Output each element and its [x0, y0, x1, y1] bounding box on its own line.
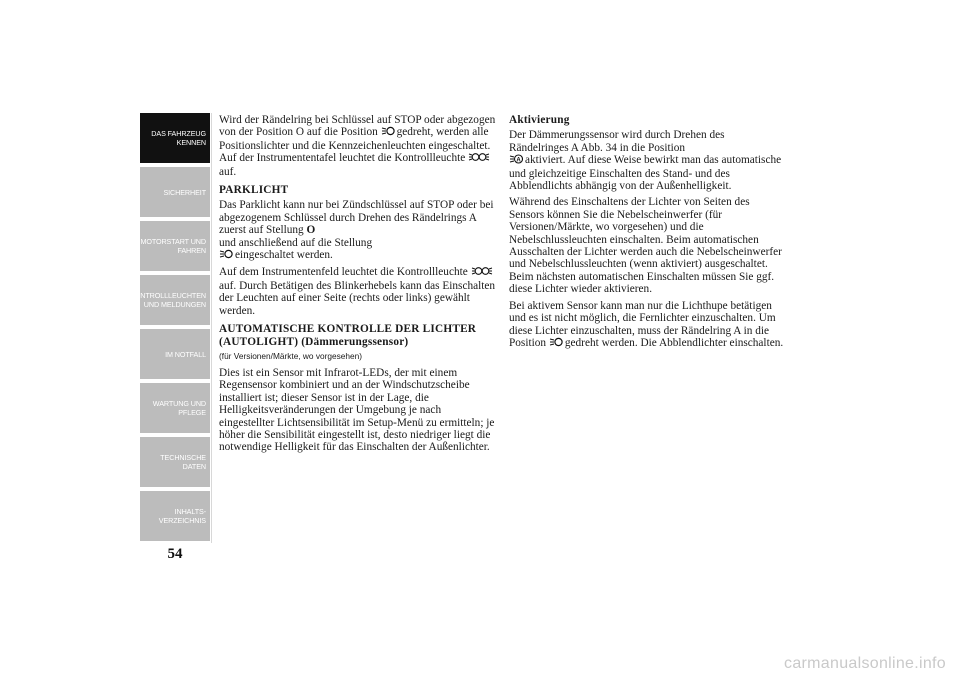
paragraph-lichthupe [509, 300, 784, 351]
svg-text:A: A [516, 157, 521, 164]
tab-im-notfall[interactable]: IM NOTFALL [140, 329, 210, 379]
parking-light-icon [468, 152, 490, 165]
heading-parklicht: PARKLICHT [219, 184, 289, 197]
paragraph-text: gedreht werden. Die Abblendlichter einschalten. [564, 336, 784, 349]
tab-inhaltsverzeichnis[interactable]: INHALTS- VERZEICHNIS [140, 491, 210, 541]
paragraph-text: auf. [219, 165, 237, 178]
paragraph-text: Bei aktivem Sensor kann man nur die Lichthupe betätigen und es ist nicht möglich, die Fernlichter einzuschalten. Um diese Lichter einzuschalten, muss der Rändelring A in die Position [509, 299, 776, 349]
paragraph-text: eingeschaltet werden. [235, 249, 333, 262]
tab-technische-daten[interactable]: TECHNISCHE DATEN [140, 437, 210, 487]
parking-light-icon [471, 266, 493, 279]
sidebar-divider [211, 113, 212, 543]
paragraph-parklicht [219, 199, 497, 262]
paragraph-position-lights [219, 114, 497, 178]
text-column-right [509, 114, 784, 354]
position-light-icon [381, 126, 395, 139]
page-number: 54 [167, 546, 183, 562]
chapter-sidebar [130, 113, 210, 545]
tab-wartung-und-pflege[interactable]: WARTUNG UND PFLEGE [140, 383, 210, 433]
paragraph-sensor: Dies ist ein Sensor mit Infrarot-LEDs, der mit einem Regensensor kombiniert und an der Windschutzscheibe installiert ist; dieser Sensor ist in der Lage, die Helligkeitsveränderungen der Umgebung je nach eingestellter Lichtsensibilität im Setup-Menü zu ermitteln; je höher die Sensibilität eingestellt ist, desto niedriger liegt die notwendige Helligkeit für das Einschalten der Außenlichter. [219, 366, 495, 454]
paragraph-kontrollleuchte [219, 266, 497, 317]
auto-light-icon [509, 154, 523, 167]
text-column-left [219, 114, 497, 458]
low-beam-icon [549, 337, 563, 350]
watermark: carmanualsonline.info [784, 655, 946, 672]
paragraph-text: Auf dem Instrumentenfeld leuchtet die Kontrollleuchte [219, 266, 468, 279]
tab-motorstart-und-fahren[interactable]: MOTORSTART UND FAHREN [140, 221, 210, 271]
paragraph-text: gedreht, werden alle Positionslichter und die Kennzeichenleuchten eingeschaltet. Auf der Instrumententafel leuchtet die Kontrollleuchte [219, 126, 491, 165]
paragraph-text: aktiviert. Auf diese Weise bewirkt man das automatische und gleichzeitige Einschalten des Stand- und des Abblendlichts abhängig von der Außenhelligkeit. [509, 154, 782, 193]
position-light-icon [219, 249, 233, 262]
tab-kontrollleuchten[interactable]: KONTROLLLEUCHTEN UND MELDUNGEN [140, 275, 210, 325]
position-o-label: O [306, 224, 316, 237]
tab-sicherheit[interactable]: SICHERHEIT [140, 167, 210, 217]
paragraph-text: Das Parklicht kann nur bei Zündschlüssel auf STOP oder bei abgezogenem Schlüssel durch Drehen des Rändelrings A zuerst auf Stellung [219, 199, 494, 237]
paragraph-text: Der Dämmerungssensor wird durch Drehen des Rändelringes A Abb. 34 in die Position [509, 129, 725, 154]
heading-aktivierung: Aktivierung [509, 114, 570, 126]
paragraph-text: auf. Durch Betätigen des Blinkerhebels kann das Einschalten der Leuchten auf einer Seite (rechts oder links) gewählt werden. [219, 279, 496, 317]
paragraph-text: Wird der Rändelring bei Schlüssel auf STOP oder abgezogen von der Position O auf die Position [219, 114, 496, 139]
paragraph-nebel: Während des Einschaltens der Lichter von Seiten des Sensors können Sie die Nebelscheinwerfer (für Versionen/Märkte, wo vorgesehen) und die Nebelschlussleuchten einschalten. Beim automatischen Ausschalten der Lichter werden auch die Nebelscheinwerfer und Nebelschlussleuchten (wenn aktiviert) ausgeschaltet. Beim nächsten automatischen Einschalten müssen Sie ggf. diese Lichter wieder aktivieren. [509, 196, 782, 296]
version-note: (für Versionen/Märkte, wo vorgesehen) [219, 350, 362, 361]
tab-das-fahrzeug-kennen[interactable]: DAS FAHRZEUG KENNEN [140, 113, 210, 163]
paragraph-text: und anschließend auf die Stellung [219, 236, 373, 249]
paragraph-aktivierung [509, 129, 784, 192]
heading-autolight: AUTOMATISCHE KONTROLLE DER LICHTER (AUTOLIGHT) (Dämmerungssensor) [219, 323, 477, 348]
